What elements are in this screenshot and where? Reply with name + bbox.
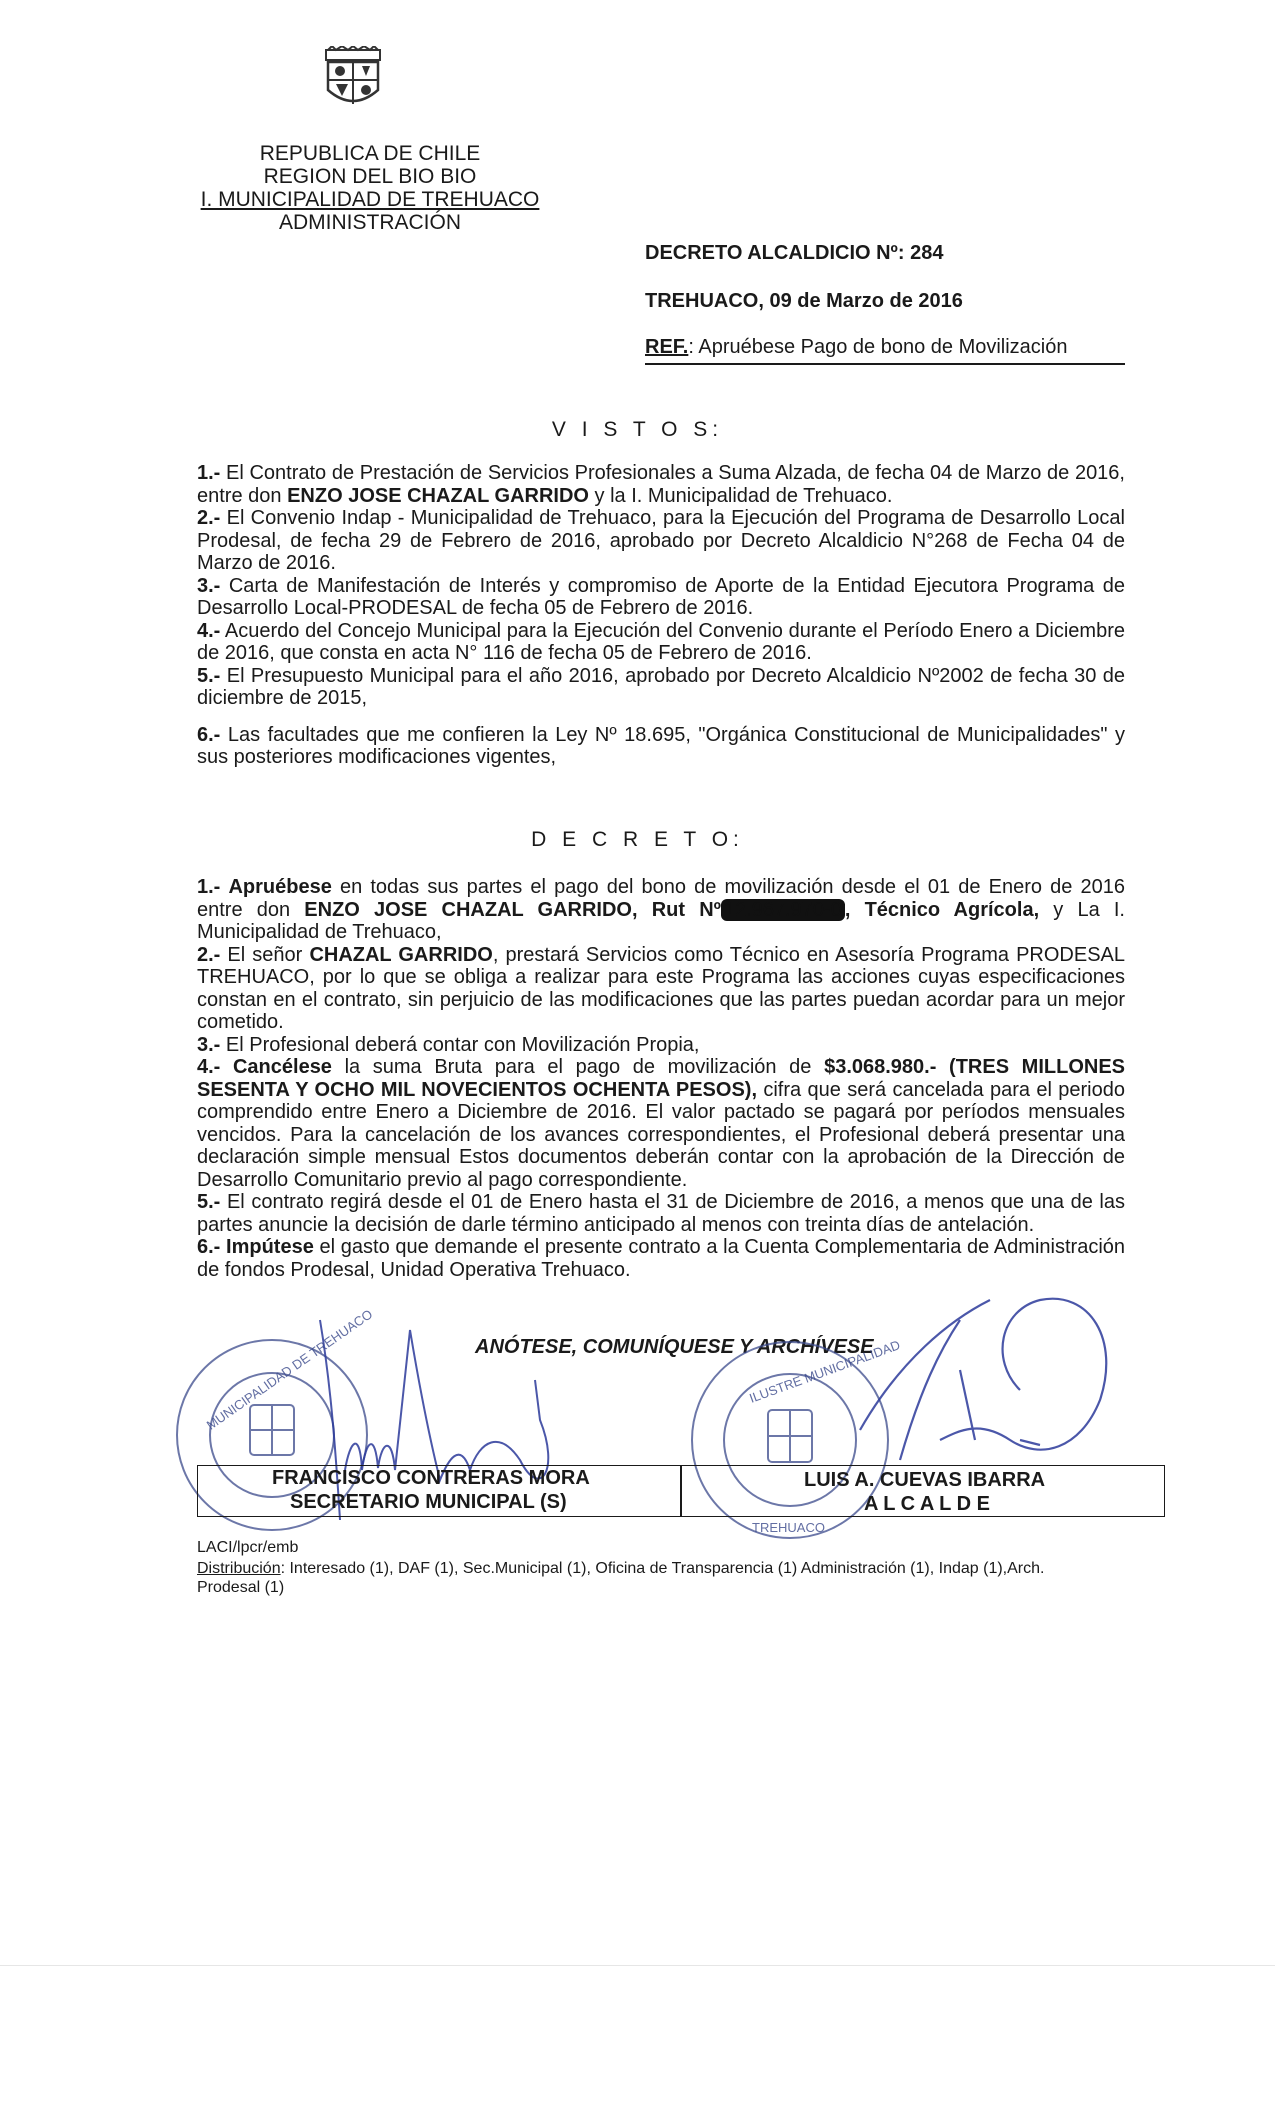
item-number: 1.-: [197, 876, 221, 898]
item-text: cifra que será cancelada para el periodo comprendido entre Enero a Diciembre de 2016. El valor pactado se pagará por períodos mensuales vencidos. Para la cancelación de los avances correspondientes, el Profesional deberá presentar una declaración simple mensual Estos documentos deberán contar con la aprobación de la Dirección de Desarrollo Comunitario previo al pago correspondiente.: [197, 1078, 1125, 1191]
item-bold: Impútese: [220, 1236, 314, 1258]
header-municipality: I. MUNICIPALIDAD DE TREHUACO: [200, 188, 540, 211]
item-text: y la I. Municipalidad de Trehuaco.: [588, 484, 893, 507]
ref-label: REF.: [645, 336, 689, 358]
vistos-list: [197, 462, 1125, 769]
item-number: 3.-: [197, 574, 221, 597]
distribution-label: Distribución: [197, 1560, 281, 1577]
item-number: 2.-: [197, 507, 221, 529]
decree-place-date: TREHUACO, 09 de Marzo de 2016: [645, 290, 963, 312]
redacted-rut: 12.967.970-0: [721, 899, 845, 922]
item-text: el gasto que demande el presente contrato a la Cuenta Complementaria de Administración de fondos Prodesal, Unidad Operativa Trehuaco.: [197, 1236, 1126, 1281]
item-bold: , Técnico Agrícola,: [844, 898, 1040, 921]
decreto-item: [197, 944, 1125, 1034]
item-number: 3.-: [197, 1033, 221, 1056]
decreto-item: [197, 1191, 1125, 1236]
vistos-item: [197, 665, 1125, 710]
item-number: 6.-: [197, 1236, 221, 1258]
mayor-signature-icon: [860, 1299, 1106, 1460]
item-text: , prestará Servicios como Técnico en Asesoría Programa PRODESAL TREHUACO, por lo que se obliga a realizar para este Programa las acciones cuyas especificaciones constan en el contrato, sin perjuicio de las modificaciones que las partes puedan acordar para un mejor cometido.: [197, 943, 1125, 1033]
decreto-title: D E C R E T O:: [531, 828, 744, 851]
municipal-crest-icon: [318, 46, 388, 112]
item-number: 2.-: [197, 943, 221, 966]
item-text: Acuerdo del Concejo Municipal para la Ejecución del Convenio durante el Período Enero a Diciembre de 2016, que consta en acta N° 116 de fecha 05 de Febrero de 2016.: [197, 619, 1125, 664]
item-number: 6.-: [197, 723, 221, 746]
secretary-name: FRANCISCO CONTRERAS MORA: [272, 1467, 590, 1489]
header-region: REGION DEL BIO BIO: [263, 165, 477, 188]
distribution-text: : Interesado (1), DAF (1), Sec.Municipal (1), Oficina de Transparencia (1) Administración (1), Indap (1),Arch. Prodesal (1): [197, 1560, 1045, 1596]
item-text: El señor: [220, 943, 310, 966]
item-number: 4.-: [197, 1056, 221, 1078]
item-text: El Convenio Indap - Municipalidad de Trehuaco, para la Ejecución del Programa de Desarrollo Local Prodesal, de fecha 29 de Febrero de 2016, aprobado por Decreto Alcaldicio N°268 de Fecha 04 de Marzo de 2016.: [197, 507, 1125, 574]
item-number: 1.-: [197, 462, 221, 484]
decreto-list: [197, 876, 1125, 1281]
item-number: 4.-: [197, 619, 221, 642]
vistos-item: [197, 620, 1125, 665]
header-country: REPUBLICA DE CHILE: [259, 142, 481, 165]
footer-initials: LACI/lpcr/emb: [197, 1539, 299, 1556]
item-text: Carta de Manifestación de Interés y compromiso de Aporte de la Entidad Ejecutora Programa de Desarrollo Local-PRODESAL de fecha 05 de Febrero de 2016.: [197, 574, 1125, 619]
item-bold: CHAZAL GARRIDO: [309, 943, 493, 966]
secretary-title: SECRETARIO MUNICIPAL (S): [290, 1491, 567, 1513]
decree-reference: [645, 336, 1125, 365]
decree-number: DECRETO ALCALDICIO Nº: 284: [645, 242, 944, 264]
decreto-item: [197, 1056, 1125, 1191]
mayor-stamp-text: ILUSTRE MUNICIPALIDAD: [747, 1337, 903, 1406]
item-text: en todas sus partes el pago del bono de movilización desde el 01 de Enero de 2016 entre don: [197, 876, 1125, 921]
item-text: El Presupuesto Municipal para el año 2016, aprobado por Decreto Alcaldicio Nº2002 de fecha 30 de diciembre de 2015,: [197, 664, 1125, 709]
vistos-item: [197, 724, 1125, 769]
decreto-item: [197, 1034, 1125, 1057]
item-bold: Cancélese: [220, 1056, 332, 1078]
vistos-item: [197, 462, 1125, 507]
item-number: 5.-: [197, 1191, 221, 1213]
item-text: Las facultades que me confieren la Ley Nº 18.695, "Orgánica Constitucional de Municipalidades" y sus posteriores modificaciones vigentes,: [197, 723, 1125, 768]
vistos-item: [197, 507, 1125, 575]
decreto-item: [197, 876, 1125, 944]
mayor-stamp-bottom-text: TREHUACO: [752, 1520, 825, 1535]
ref-text: : Apruébese Pago de bono de Movilización: [688, 336, 1068, 358]
item-bold-name: ENZO JOSE CHAZAL GARRIDO: [287, 484, 589, 507]
item-number: 5.-: [197, 664, 221, 687]
item-text: El contrato regirá desde el 01 de Enero hasta el 31 de Diciembre de 2016, a menos que una de las partes anuncie la decisión de darle término anticipado al menos con treinta días de antelación.: [197, 1191, 1125, 1236]
item-text: la suma Bruta para el pago de movilización de: [331, 1056, 825, 1078]
item-bold: ENZO JOSE CHAZAL GARRIDO, Rut Nº: [304, 898, 721, 921]
closing-formula: ANÓTESE, COMUNÍQUESE Y ARCHÍVESE: [475, 1336, 874, 1358]
item-bold: Apruébese: [228, 876, 332, 898]
item-text: El Contrato de Prestación de Servicios Profesionales a Suma Alzada, de fecha 04 de Marzo de 2016, entre don: [197, 462, 1125, 507]
vistos-title: V I S T O S:: [551, 418, 724, 441]
footer-distribution: [197, 1559, 1097, 1597]
vistos-item: [197, 575, 1125, 620]
mayor-title: A L C A L D E: [864, 1493, 990, 1515]
scan-margin: [0, 1965, 1275, 2101]
header-department: ADMINISTRACIÓN: [278, 211, 461, 234]
mayor-name: LUIS A. CUEVAS IBARRA: [804, 1469, 1046, 1491]
item-text: El Profesional deberá contar con Movilización Propia,: [220, 1033, 700, 1056]
decreto-item: [197, 1236, 1125, 1281]
item-text: y La I. Municipalidad de Trehuaco,: [197, 898, 1125, 943]
secretary-stamp-text: MUNICIPALIDAD DE TREHUACO: [203, 1306, 376, 1433]
item-bold: $3.068.980.- (TRES MILLONES SESENTA Y OCHO MIL NOVECIENTOS OCHENTA PESOS),: [197, 1056, 1125, 1101]
signature-table: [197, 1465, 1165, 1517]
